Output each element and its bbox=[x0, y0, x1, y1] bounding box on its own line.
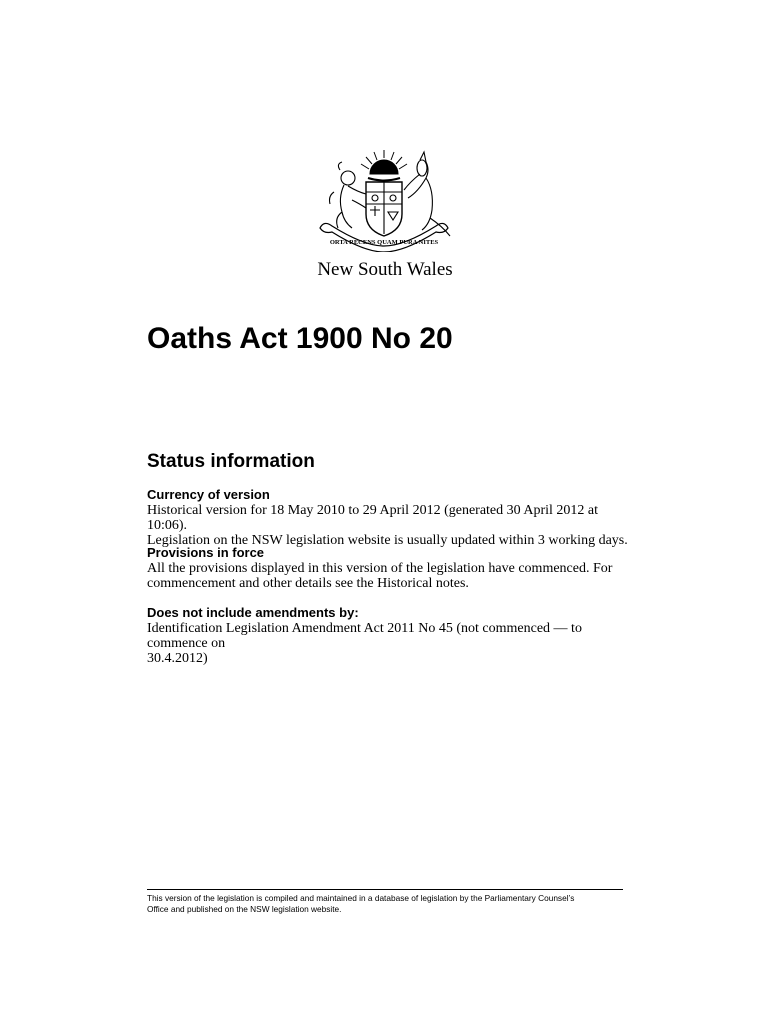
amendments-line-2: 30.4.2012) bbox=[147, 651, 208, 666]
currency-heading: Currency of version bbox=[147, 487, 270, 502]
amendments-section bbox=[147, 605, 637, 666]
footer-divider bbox=[147, 889, 623, 890]
motto-text: ORTA RECENS QUAM PURA NITES bbox=[329, 239, 439, 246]
provisions-heading: Provisions in force bbox=[147, 545, 265, 560]
status-heading: Status information bbox=[147, 451, 315, 472]
provisions-line-1: All the provisions displayed in this version of the legislation have commenced. For bbox=[147, 561, 613, 576]
footer-line-2: Office and published on the NSW legislation website. bbox=[147, 903, 342, 914]
amendments-heading: Does not include amendments by: bbox=[147, 605, 359, 620]
nsw-coat-of-arms-icon bbox=[304, 148, 464, 252]
provisions-line-2: commencement and other details see the Historical notes. bbox=[147, 576, 469, 591]
provisions-section bbox=[147, 545, 637, 591]
currency-line-1: Historical version for 18 May 2010 to 29 April 2012 (generated 30 April 2012 at 10:06). bbox=[147, 503, 599, 533]
amendments-line-1: Identification Legislation Amendment Act 2011 No 45 (not commenced — to commence on bbox=[147, 621, 582, 651]
footer-line-1: This version of the legislation is compiled and maintained in a database of legislation by the Parliamentary Counsel’s bbox=[147, 893, 575, 903]
currency-section bbox=[147, 487, 637, 548]
jurisdiction-name: New South Wales bbox=[317, 259, 453, 280]
footer-note bbox=[147, 893, 627, 914]
act-title: Oaths Act 1900 No 20 bbox=[147, 322, 453, 355]
currency-line-2: Legislation on the NSW legislation website is usually updated within 3 working days. bbox=[147, 533, 628, 548]
